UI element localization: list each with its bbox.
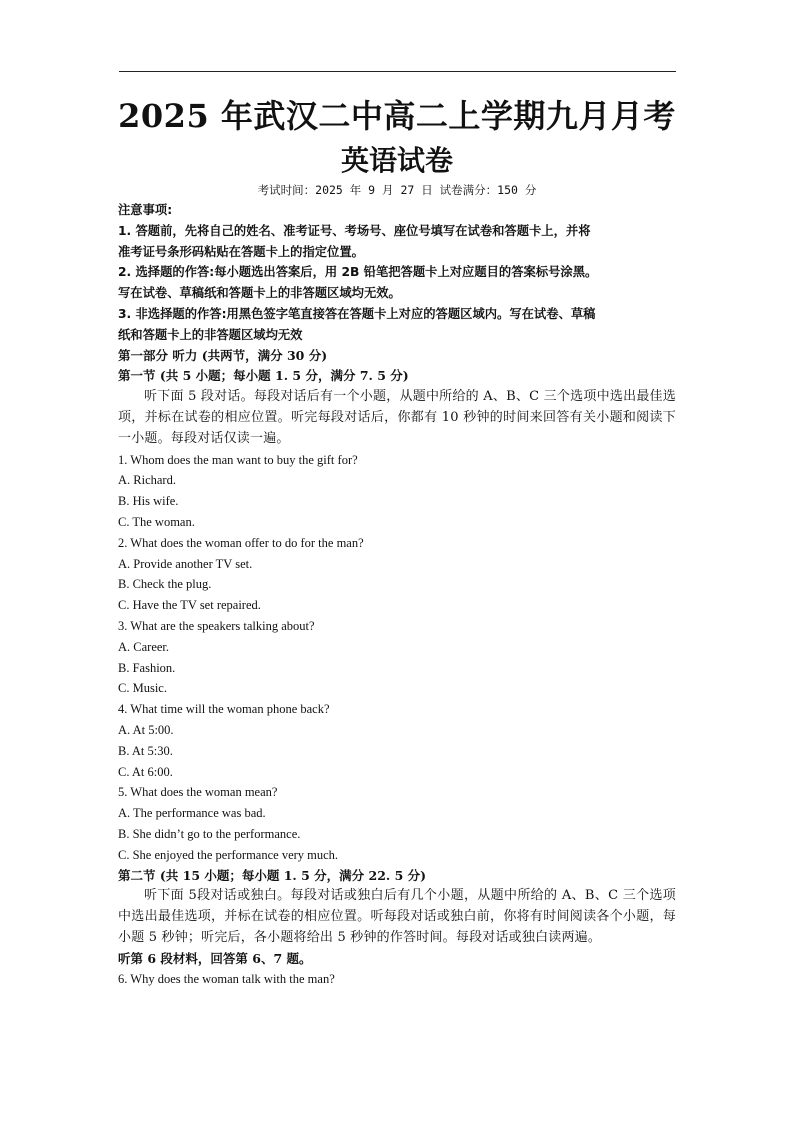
exam-page bbox=[118, 96, 676, 990]
question-text: 1. Whom does the man want to buy the gift for? bbox=[118, 452, 358, 467]
question-5 bbox=[118, 782, 676, 865]
option-b: B. Check the plug. bbox=[118, 577, 212, 592]
option-a: A. At 5:00. bbox=[118, 722, 174, 737]
notice-item-3a: 3. 非选择题的作答:用黑色签字笔直接答在答题卡上对应的答题区域内。写在试卷、草稿 bbox=[118, 306, 596, 321]
section1-instructions: 听下面 5 段对话。每段对话后有一个小题，从题中所给的 A、B、C 三个选项中选出最佳选项，并标在试卷的相应位置。听完每段对话后，你都有 10 秒钟的时间来回答有关小题和阅读下一小题。每段对话仅读一遍。 bbox=[118, 389, 676, 446]
option-b: B. At 5:30. bbox=[118, 743, 173, 758]
notice-item-1a: 1. 答题前，先将自己的姓名、准考证号、考场号、座位号填写在试卷和答题卡上，并将 bbox=[118, 223, 591, 238]
question-4 bbox=[118, 699, 676, 782]
section1-heading: 第一节 (共 5 小题；每小题 1. 5 分，满分 7. 5 分) bbox=[118, 368, 409, 384]
question-text: 4. What time will the woman phone back? bbox=[118, 702, 330, 717]
header-rule bbox=[119, 71, 676, 72]
option-b: B. Fashion. bbox=[118, 660, 176, 675]
option-a: A. Career. bbox=[118, 639, 170, 654]
question-text: 3. What are the speakers talking about? bbox=[118, 618, 315, 633]
question-1 bbox=[118, 450, 676, 533]
option-c: C. The woman. bbox=[118, 514, 195, 529]
notice-heading: 注意事项: bbox=[118, 203, 173, 217]
exam-title: 2025 年武汉二中高二上学期九月月考 bbox=[118, 97, 676, 135]
part1-heading: 第一部分 听力 (共两节，满分 30 分) bbox=[118, 347, 328, 363]
notice-item-2a: 2. 选择题的作答:每小题选出答案后，用 2B 铅笔把答题卡上对应题目的答案标号涂黑。 bbox=[118, 265, 598, 280]
exam-subtitle: 英语试卷 bbox=[340, 144, 453, 177]
notice-item-3b: 纸和答题卡上的非答题区域均无效 bbox=[118, 327, 303, 342]
option-c: C. Have the TV set repaired. bbox=[118, 598, 261, 613]
option-c: C. She enjoyed the performance very much. bbox=[118, 847, 339, 862]
exam-meta: 考试时间：2025 年 9 月 27 日 试卷满分：150 分 bbox=[257, 183, 537, 197]
notice-item-2b: 写在试卷、草稿纸和答题卡上的非答题区域均无效。 bbox=[118, 286, 401, 301]
question-2 bbox=[118, 533, 676, 616]
question-3 bbox=[118, 616, 676, 699]
section2-instructions: 听下面 5段对话或独白。每段对话或独白后有几个小题，从题中所给的 A、B、C 三个选项中选出最佳选项，并标在试卷的相应位置。听每段对话或独白前，你将有时间阅读各个小题，每小题 5 秒钟；听完后，各小题将给出 5 秒钟的作答时间。每段对话或独白读两遍。 bbox=[118, 888, 676, 945]
notice-item-1b: 准考证号条形码粘贴在答题卡上的指定位置。 bbox=[118, 244, 364, 259]
material-heading: 听第 6 段材料，回答第 6、7 题。 bbox=[118, 950, 312, 966]
option-c: C. Music. bbox=[118, 681, 167, 696]
option-a: A. Provide another TV set. bbox=[118, 556, 253, 571]
option-a: A. The performance was bad. bbox=[118, 806, 266, 821]
option-c: C. At 6:00. bbox=[118, 764, 173, 779]
option-b: B. She didn’t go to the performance. bbox=[118, 826, 301, 841]
option-a: A. Richard. bbox=[118, 473, 176, 488]
question-6-text: 6. Why does the woman talk with the man? bbox=[118, 972, 335, 987]
section2-heading: 第二节 (共 15 小题；每小题 1. 5 分，满分 22. 5 分) bbox=[118, 867, 427, 883]
option-b: B. His wife. bbox=[118, 494, 179, 509]
question-text: 5. What does the woman mean? bbox=[118, 785, 278, 800]
question-text: 2. What does the woman offer to do for the man? bbox=[118, 535, 364, 550]
